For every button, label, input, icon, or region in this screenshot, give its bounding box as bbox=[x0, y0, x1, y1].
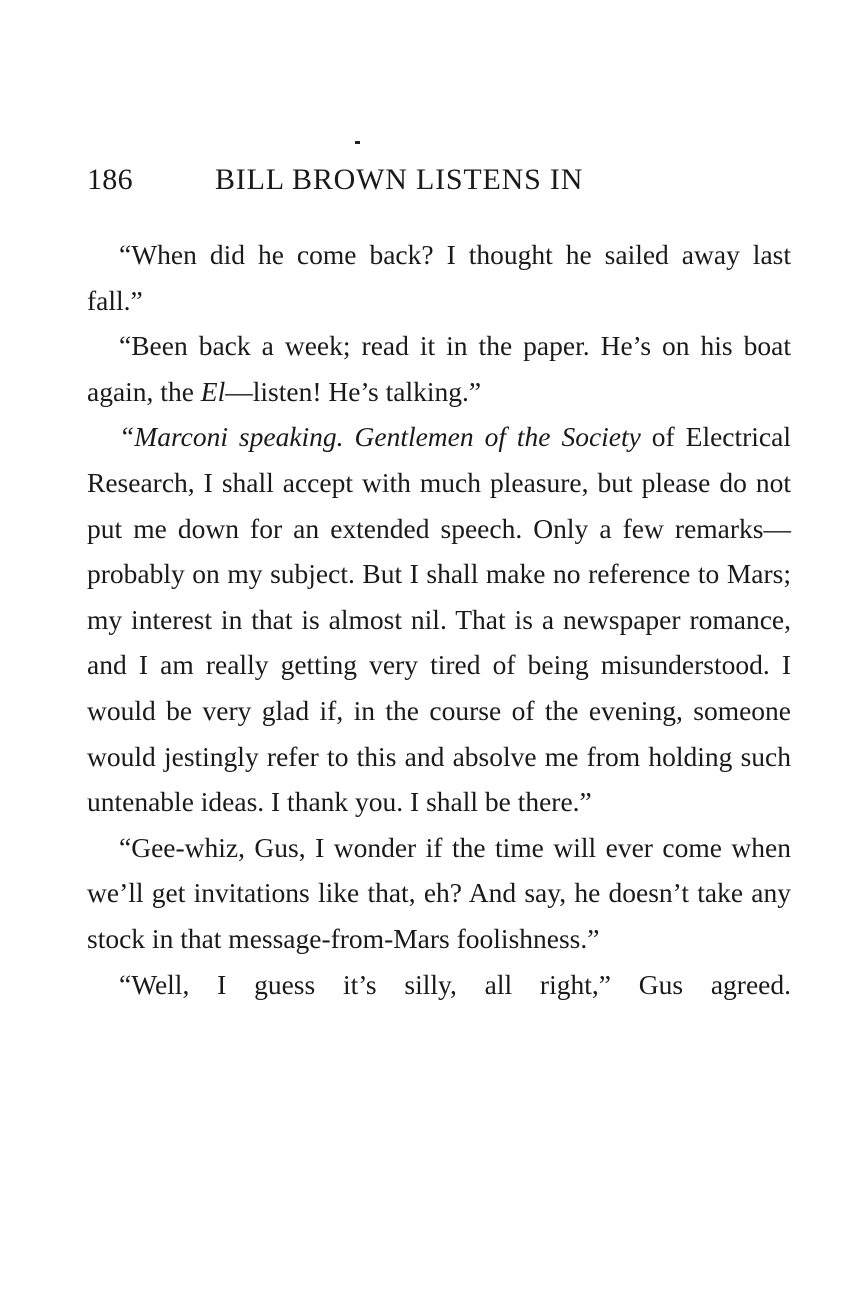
book-page bbox=[87, 0, 791, 1297]
body-text bbox=[87, 232, 791, 1007]
paragraph-text: —listen! He’s talking.” bbox=[225, 375, 482, 407]
page-number: 186 bbox=[87, 163, 133, 196]
paragraph bbox=[87, 414, 791, 824]
paragraph-text: “Been back a week; read it in the paper. He’s on his boat again, the bbox=[87, 330, 791, 407]
paragraph-text: “Well, I guess it’s silly, all right,” Gus agreed. bbox=[119, 968, 791, 1000]
print-speck bbox=[355, 141, 360, 144]
paragraph bbox=[87, 323, 791, 414]
paragraph-text: “Gee-whiz, Gus, I wonder if the time will ever come when we’ll get invitations like that, eh? And say, he doesn’t take any stock in that message-from-Mars foolishness.” bbox=[87, 831, 791, 954]
italic-opening: “Marconi speaking. Gentlemen of the Society bbox=[119, 421, 641, 453]
paragraph bbox=[87, 232, 791, 323]
paragraph-text: “When did he come back? I thought he sailed away last fall.” bbox=[87, 239, 791, 316]
running-head bbox=[87, 160, 791, 200]
paragraph-text: of Electrical Research, I shall accept with much pleasure, but please do not put me down for an extended speech. Only a few remarks—probably on my subject. But I shall make no reference to Mars; my interest in that is almost nil. That is a newspaper romance, and I am really getting very tired of being misunderstood. I would be very glad if, in the course of the evening, someone would jestingly refer to this and absolve me from holding such untenable ideas. I thank you. I shall be there.” bbox=[87, 421, 791, 818]
paragraph bbox=[87, 962, 791, 1008]
running-title: BILL BROWN LISTENS IN bbox=[215, 163, 584, 196]
boat-name: El bbox=[200, 375, 226, 407]
paragraph bbox=[87, 825, 791, 962]
